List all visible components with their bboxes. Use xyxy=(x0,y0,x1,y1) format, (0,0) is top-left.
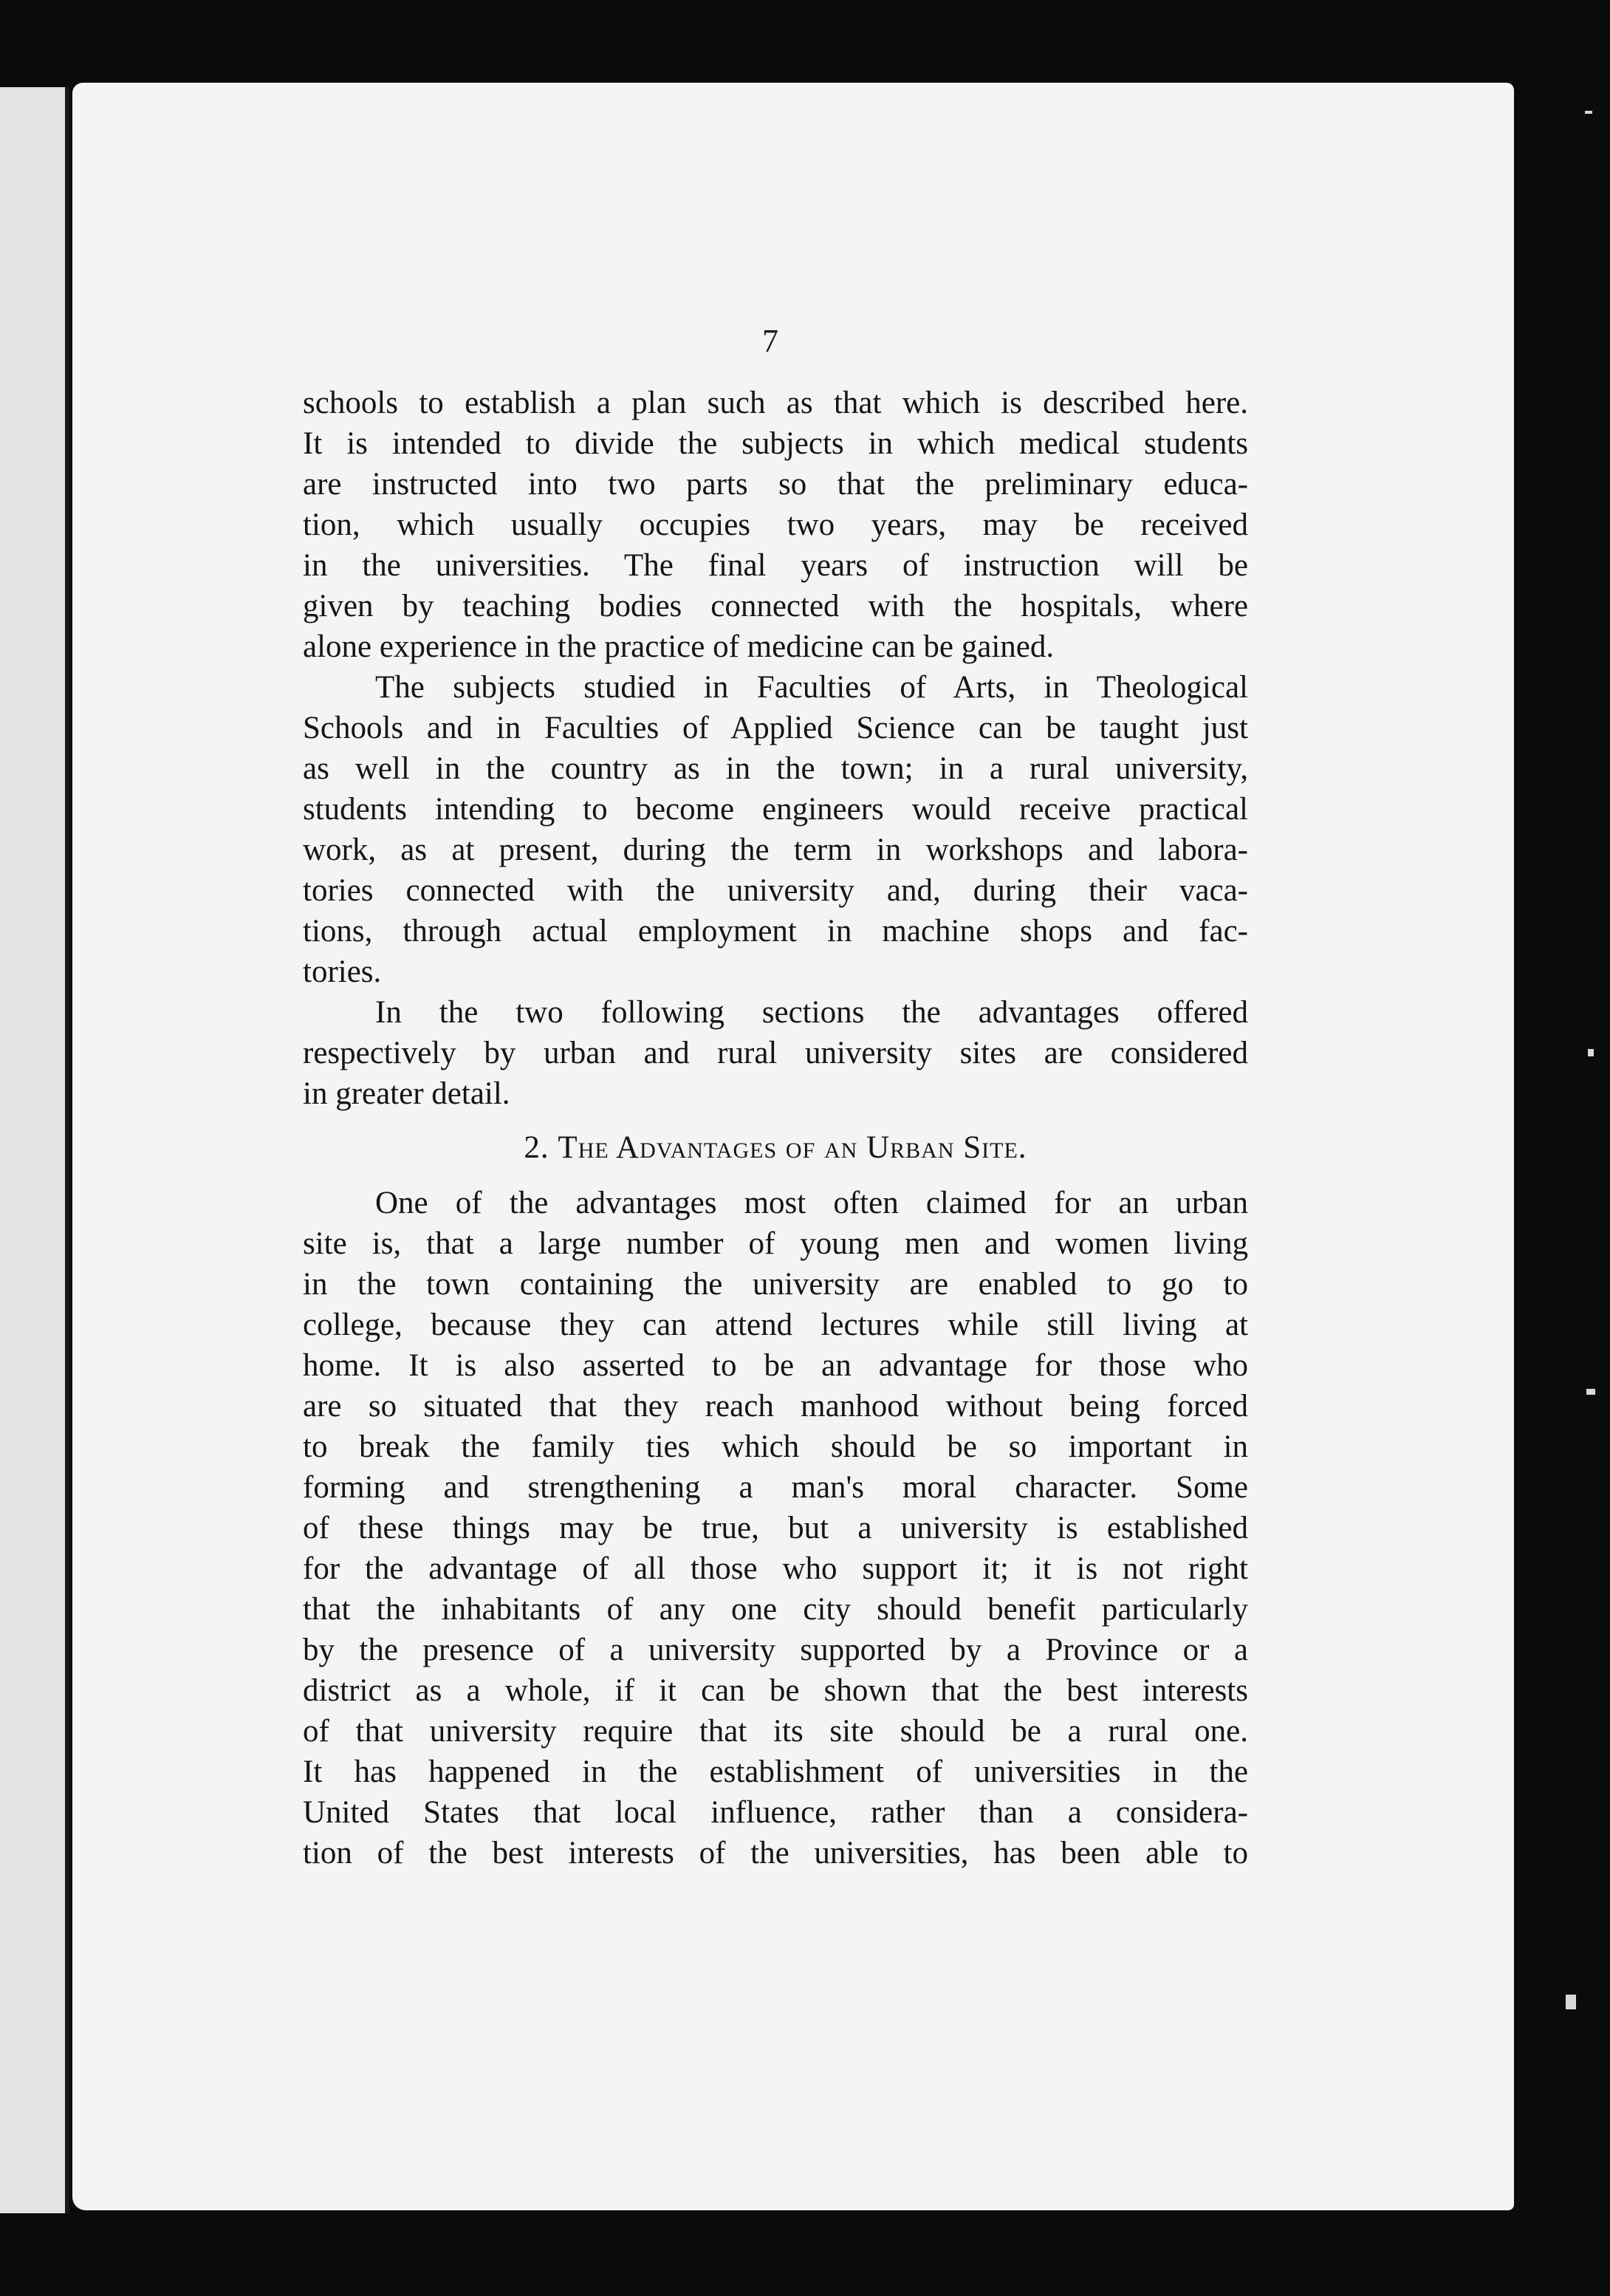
text-line: in greater detail. xyxy=(303,1076,510,1111)
paragraph-1 xyxy=(303,383,1248,667)
text-line: to break the family ties which should be so important in xyxy=(303,1429,1248,1464)
text-line: One of the advantages most often claimed for an urban xyxy=(375,1186,1248,1220)
text-line: The subjects studied in Faculties of Arts, in Theological xyxy=(375,670,1248,705)
text-line: home. It is also asserted to be an advantage for those who xyxy=(303,1348,1248,1383)
text-line: are so situated that they reach manhood without being forced xyxy=(303,1389,1248,1424)
scan-speck xyxy=(1586,1389,1595,1395)
text-line: are instructed into two parts so that the preliminary educa- xyxy=(303,467,1248,502)
text-line: It has happened in the establishment of universities in the xyxy=(303,1755,1248,1789)
text-line: as well in the country as in the town; in a rural university, xyxy=(303,751,1248,786)
text-line: tion of the best interests of the universities, has been able to xyxy=(303,1836,1248,1870)
section-heading xyxy=(303,1127,1248,1168)
text-line: It is intended to divide the subjects in which medical students xyxy=(303,426,1248,461)
section-title: The Advantages of an Urban Site. xyxy=(558,1130,1027,1165)
text-line: forming and strengthening a man's moral character. Some xyxy=(303,1470,1248,1505)
text-line: given by teaching bodies connected with the hospitals, where xyxy=(303,589,1248,623)
text-line: of these things may be true, but a university is established xyxy=(303,1511,1248,1545)
text-line: tions, through actual employment in machine shops and fac- xyxy=(303,914,1248,949)
section-number: 2. xyxy=(524,1130,549,1165)
text-line: district as a whole, if it can be shown that the best interests xyxy=(303,1673,1248,1708)
paragraph-2 xyxy=(303,667,1248,992)
text-line: students intending to become engineers would receive practical xyxy=(303,792,1248,827)
text-line: that the inhabitants of any one city should benefit particularly xyxy=(303,1592,1248,1627)
text-line: for the advantage of all those who support it; it is not right xyxy=(303,1551,1248,1586)
text-line: site is, that a large number of young men and women living xyxy=(303,1226,1248,1261)
page-body xyxy=(303,383,1248,1873)
paragraph-3 xyxy=(303,992,1248,1114)
text-line: respectively by urban and rural university sites are considered xyxy=(303,1036,1248,1070)
text-line: of that university require that its site should be a rural one. xyxy=(303,1714,1248,1749)
text-line: Schools and in Faculties of Applied Science can be taught just xyxy=(303,711,1248,745)
scan-speck xyxy=(1566,1995,1576,2009)
paragraph-4 xyxy=(303,1183,1248,1873)
text-line: by the presence of a university supported by a Province or a xyxy=(303,1633,1248,1667)
text-line: tories connected with the university and, during their vaca- xyxy=(303,873,1248,908)
text-line: schools to establish a plan such as that which is described here. xyxy=(303,386,1248,420)
text-line: in the universities. The final years of instruction will be xyxy=(303,548,1248,583)
text-line: in the town containing the university are enabled to go to xyxy=(303,1267,1248,1302)
scan-speck xyxy=(1588,1049,1594,1056)
page-number: 7 xyxy=(762,323,778,359)
text-line: United States that local influence, rather than a considera- xyxy=(303,1795,1248,1830)
scan-speck xyxy=(1585,111,1592,114)
text-line: college, because they can attend lectures while still living at xyxy=(303,1308,1248,1342)
facing-page-edge xyxy=(0,87,69,2213)
text-line: tion, which usually occupies two years, may be received xyxy=(303,508,1248,542)
text-line: tories. xyxy=(303,954,382,989)
text-line: alone experience in the practice of medicine can be gained. xyxy=(303,629,1055,664)
text-line: work, as at present, during the term in workshops and labora- xyxy=(303,833,1248,867)
text-line: In the two following sections the advantages offered xyxy=(375,995,1248,1030)
